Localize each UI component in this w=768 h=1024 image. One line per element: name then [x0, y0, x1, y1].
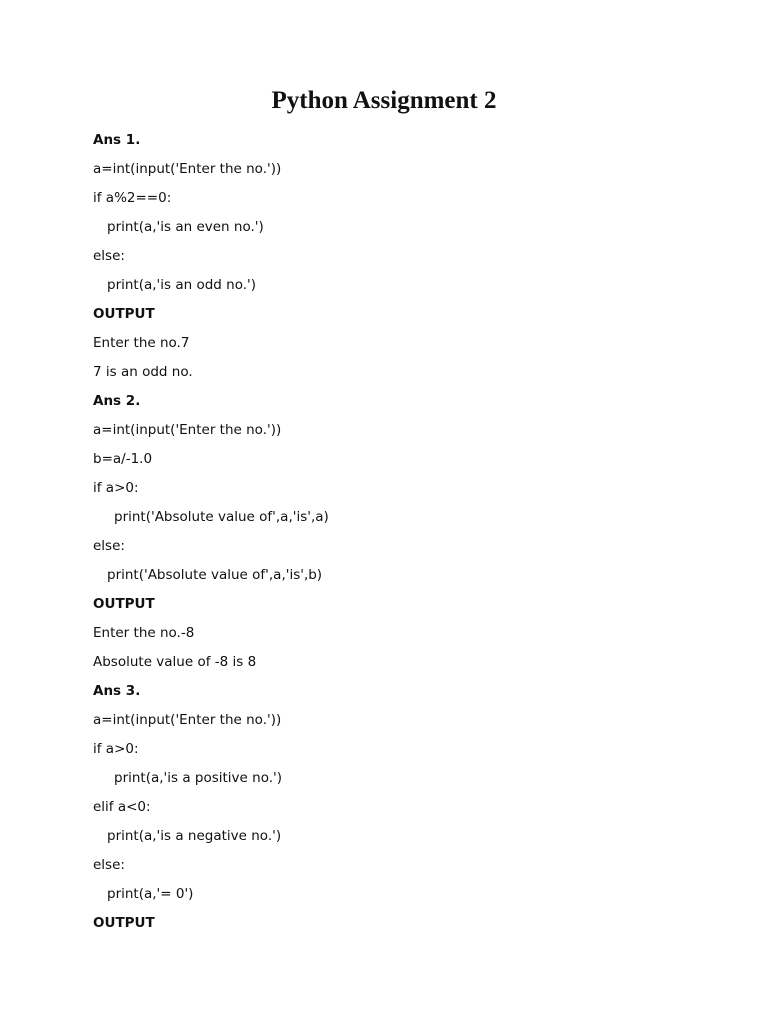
code-line: print(a,'is a positive no.'): [114, 770, 282, 786]
code-line: if a>0:: [93, 480, 139, 496]
code-line: print(a,'is an odd no.'): [107, 277, 256, 293]
code-line: b=a/-1.0: [93, 451, 153, 467]
output-heading: OUTPUT: [93, 596, 155, 612]
code-line: else:: [93, 248, 125, 264]
output-line: Absolute value of -8 is 8: [93, 654, 257, 670]
output-line: 7 is an odd no.: [93, 364, 193, 380]
output-line: Enter the no.7: [93, 335, 190, 351]
code-line: print(a,'= 0'): [107, 886, 194, 902]
code-line: else:: [93, 857, 125, 873]
code-line: if a>0:: [93, 741, 139, 757]
code-line: elif a<0:: [93, 799, 151, 815]
document-body: [93, 126, 733, 938]
code-line: if a%2==0:: [93, 190, 172, 206]
output-heading: OUTPUT: [93, 915, 155, 931]
code-line: print(a,'is a negative no.'): [107, 828, 282, 844]
answer-heading: Ans 1.: [93, 132, 141, 148]
answer-heading: Ans 3.: [93, 683, 141, 699]
output-heading: OUTPUT: [93, 306, 155, 322]
document-title: Python Assignment 2: [271, 87, 497, 114]
code-line: print(a,'is an even no.'): [107, 219, 264, 235]
code-line: a=int(input('Enter the no.')): [93, 422, 282, 438]
answer-heading: Ans 2.: [93, 393, 141, 409]
output-line: Enter the no.-8: [93, 625, 195, 641]
code-line: print('Absolute value of',a,'is',a): [114, 509, 329, 525]
code-line: print('Absolute value of',a,'is',b): [107, 567, 323, 583]
code-line: a=int(input('Enter the no.')): [93, 161, 282, 177]
code-line: a=int(input('Enter the no.')): [93, 712, 282, 728]
code-line: else:: [93, 538, 125, 554]
